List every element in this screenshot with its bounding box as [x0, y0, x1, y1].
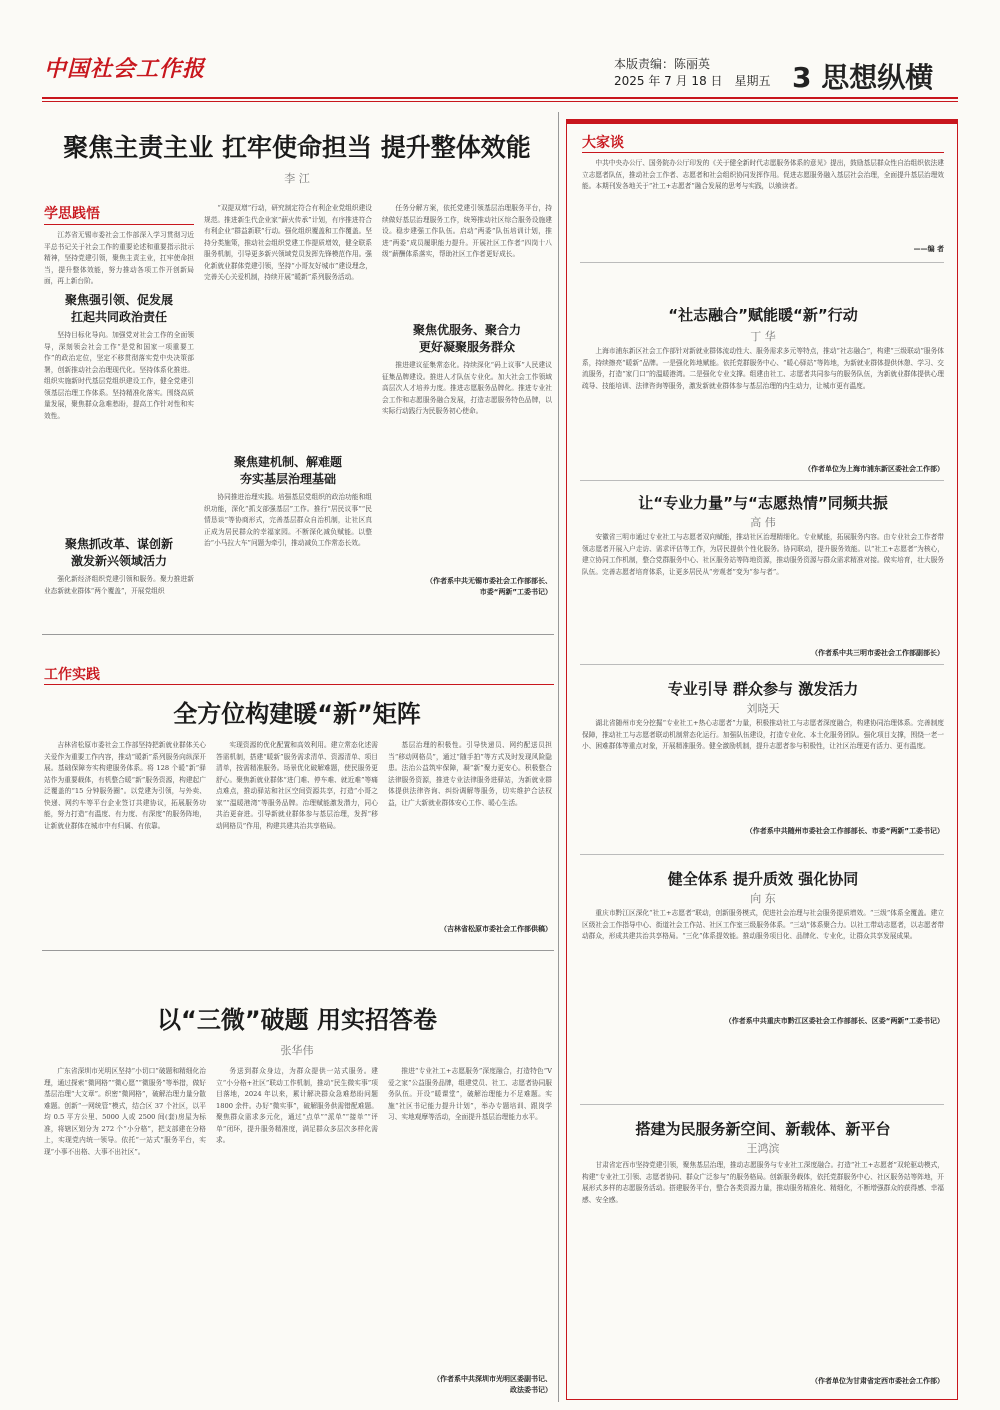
- forum-piece1-title: “社志融合”赋能暖“新”行动: [668, 306, 858, 324]
- article1-col1-body: 坚持目标化导向。加强党对社会工作的全面领导，深刻领会社会工作“是党和国家一项重要工作”的政治定位，坚定不移贯彻落实党中央决策部署，创新推动社会治理现代化。坚持体系化推进。组织实施新时代基层党组织建设工作，健全党建引领基层治理工作体系。坚持精准化落实。围绕高质量发展，聚焦群众急难愁盼，提高工作针对性和实效性。: [44, 331, 194, 420]
- forum-piece3-body: 湖北省随州市充分挖掘“专业社工+热心志愿者”力量，积极推动社工与志愿者深度融合，构建协同治理体系。完善制度保障，推动社工与志愿者联动机制常态化运行。加强队伍建设，打造专业化、本土化服务团队。强化项目支撑，围绕一老一小、困难群体等重点对象，开展精准服务。健全激励机制，提升志愿者参与积极性，让社区治理更有活力、更有温度。: [582, 719, 944, 750]
- forum-separator: [580, 854, 944, 855]
- forum-piece2-body: 安徽省三明市通过专业社工与志愿者双向赋能，推动社区治理精细化。专业赋能，拓展服务内容。由专业社会工作者带领志愿者开展入户走访、需求评估等工作，为居民提供个性化服务。协同联动，提升服务效能。以“社工+志愿者”为核心，建立协同工作机制，整合党群服务中心、社区服务站等阵地资源，推动服务资源与群众需求精准对接。做实培育，壮大服务队伍。完善志愿者培育体系，让更多居民从“旁观者”变为“参与者”。: [582, 533, 944, 576]
- forum-piece1-author: 丁 华: [750, 330, 776, 343]
- article1-col2-tail: 协同推进治理实践。培强基层党组织的政治功能和组织功能，深化“抓支部强基层”工作。推行“居民议事”“民情恳谈”等协商形式，完善基层群众自治机制，让社区真正成为居民群众的幸福家园。不断深化减负赋能。以整治“小马拉大车”问题为牵引，推动减负工作常态长效。: [204, 493, 372, 547]
- forum-label: 大家谈: [582, 135, 624, 151]
- forum-piece1-body: 上海市浦东新区社会工作部针对新就业群体流动性大、服务需求多元等特点，推动“社志融合”，构建“三级联动”服务体系，持续擦亮“暖新”品牌。一是强化阵地赋能。依托党群服务中心、“暖心驿站”等阵地，为新就业群体提供休憩、学习、交流服务，打造“家门口”的温暖港湾。二是强化专业支撑。组建由社工、志愿者共同参与的服务队伍，为新就业群体提供心理疏导、技能培训、法律咨询等服务，激发新就业群体参与基层治理的内生动力，让城市更有温度。: [582, 347, 944, 390]
- forum-piece4-author: 向 东: [750, 892, 776, 905]
- article1-subhead-1: 聚焦强引领、促发展 扛起共同政治责任: [64, 293, 173, 324]
- section-divider: [42, 950, 554, 951]
- forum-separator: [580, 1104, 944, 1105]
- article1-credit: （作者系中共无锡市委社会工作部部长、 市委“两新”工委书记）: [426, 577, 552, 596]
- forum-piece4-title: 健全体系 提升质效 强化协同: [667, 870, 859, 888]
- forum-piece3-title: 专业引导 群众参与 激发活力: [667, 680, 859, 698]
- newspaper-logo: 中国社会工作报: [44, 56, 206, 82]
- article2-credit: （吉林省松原市委社会工作部供稿）: [440, 925, 552, 933]
- article1-author: 李 江: [284, 172, 310, 185]
- article1-lead: 江苏省无锡市委社会工作部深入学习贯彻习近平总书记关于社会工作的重要论述和重要指示批示精神，坚持党建引领，聚焦主责主业，扛牢使命担当，提升整体效能，努力推动各项工作开创新局面，再上新台阶。: [44, 231, 194, 285]
- article2-section-label: 工作实践: [44, 667, 100, 683]
- article2-col2: 实现资源的优化配置和高效利用。建立常态化述需答需机制，搭建“暖新”服务需求清单、资源清单、项目清单，按需精准服务。场景优化破解难题，使民服务更舒心。聚焦新就业群体“进门难、停车难、就近难”等痛点难点，推动驿站和社区空间资源共享，打造“小哥之家”“温暖港湾”等服务品牌。治理赋能激发潜力，同心共治更奋进。引导新就业群体参与基层治理，发挥“移动网格员”作用，构建共建共治共享格局。: [216, 741, 378, 830]
- article1-headline: 聚焦主责主业 扛牢使命担当 提升整体效能: [63, 133, 531, 162]
- article3-author: 张华伟: [280, 1044, 314, 1057]
- article2-col3: 基层治理的积极性。引导快递员、网约配送员担当“移动网格员”，通过“随手拍”等方式及时发现风险隐患。法治公益筑牢保障，凝“新”聚力更安心。积极整合法律服务资源，推进专业法律服务进驿站，为新就业群体提供法律咨询、纠纷调解等服务，切实维护合法权益，让广大新就业群体安心工作、暖心生活。: [388, 741, 552, 807]
- masthead-divider: [42, 97, 958, 99]
- article1-col2-body: “双提双增”行动，研究制定符合有利企业党组织建设规范。推进新生代企业家“薪火传承”计划，有序推进符合有利企业“群益新联”行动。强化组织覆盖和工作覆盖。坚持分类施策，推动社会组织党建工作提质增效，健全联系服务机制，引导更多新兴领域党员发挥先锋模范作用。强化新就业群体党建引领，坚持“小哥友好城市”建设理念，完善关心关爱机制，持续开展“暖新”系列服务活动。: [204, 204, 372, 281]
- page-title: 3 思想纵横: [792, 61, 934, 94]
- forum-intro: 中共中央办公厅、国务院办公厅印发的《关于健全新时代志愿服务体系的意见》提出，鼓励基层群众性自治组织依法建立志愿者队伍，推动社会工作者、志愿者和社会组织协同发挥作用。促进志愿服务融入基层社会治理，全面提升基层治理效能。本期刊发各地关于“社工+志愿者”融合发展的思考与实践，以飨读者。: [582, 159, 944, 190]
- forum-piece5-author: 王鸿滨: [746, 1142, 780, 1155]
- date-line: 2025 年 7 月 18 日 星期五: [614, 74, 771, 88]
- article1-col3-body: 任务分解方案，依托党建引领基层治理服务平台，持续做好基层治理服务工作，统筹推动社区综合服务设施建设。稳步建强工作队伍。启动“两委”队伍培训计划，推进“两委”成员履职能力提升。开展社区工作者“四岗十八级”薪酬体系落实，帮助社区工作者更好成长。: [382, 204, 552, 258]
- masthead-divider-thin: [42, 101, 958, 102]
- article3-col3: 推进“专业社工+志愿服务”深度融合，打造特色“V爱之家”公益服务品牌，组建党员、社工、志愿者协同服务队伍。开设“暖课堂”，破解治理能力不足难题。实施“社区书记能力提升计划”，举办专题培训、跟岗学习、实地观摩等活动，全面提升基层治理能力水平。: [388, 1067, 552, 1121]
- forum-piece4-body: 重庆市黔江区深化“社工+志愿者”联动，创新服务模式，促进社会治理与社会服务提质增效。“三级”体系全覆盖。建立区级社会工作指导中心、街道社会工作站、社区工作室三级服务体系。“三动”体系聚合力。以社工带动志愿者，以志愿者带动群众，形成共建共治共享格局。“三化”体系提效能。推动服务项目化、品牌化、专业化，让群众共享发展成果。: [582, 909, 944, 940]
- article1-col3-tail: 推进建议征集常态化。持续深化“码上议事”人民建议征集品牌建设。推进人才队伍专业化。加大社会工作领域高层次人才培养力度。推进志愿服务品牌化。推进专业社会工作和志愿服务融合发展，打造志愿服务特色品牌，以实际行动践行为民服务初心使命。: [382, 361, 552, 415]
- forum-separator: [580, 480, 944, 481]
- article1-col1-tail: 强化新经济组织党建引领和服务。聚力推进新业态新就业群体“两个覆盖”，开展党组织: [44, 575, 194, 595]
- masthead: [0, 0, 1000, 108]
- forum-piece3-author: 刘晓天: [746, 702, 780, 715]
- forum-piece2-title: 让“专业力量”与“志愿热情”同频共振: [638, 494, 888, 512]
- editor-line: 本版责编：陈丽英: [614, 57, 711, 71]
- article3-credit: （作者系中共深圳市光明区委副书记、 政法委书记）: [433, 1375, 552, 1394]
- section-divider: [42, 634, 554, 635]
- forum-frame-top: [566, 119, 958, 124]
- dateline: [614, 56, 771, 90]
- forum-separator: [580, 262, 944, 263]
- article1-section-label: 学思践悟: [44, 206, 100, 222]
- article1-subhead-3: 聚焦建机制、解难题 夯实基层治理基础: [233, 455, 342, 486]
- forum-piece3-credit: （作者系中共随州市委社会工作部部长、市委“两新”工委书记）: [745, 827, 944, 835]
- forum-piece1-credit: （作者单位为上海市浦东新区委社会工作部）: [804, 465, 944, 473]
- article3-col2: 务送到群众身边，为群众提供一站式服务。建立“小分格+社区”联动工作机制，推动“民生微实事”项目落地，2024 年以来，累计解决群众急难愁盼问题 1800 余件。办好“微实事”，破解服务供需错配难题。聚焦群众需求多元化，通过“点单”“派单”“接单”“评单”闭环，提升服务精准度，满足群众多层次多样化需求。: [216, 1067, 378, 1144]
- article3-headline: 以“三微”破题 用实招答卷: [157, 1006, 437, 1034]
- forum-piece4-credit: （作者系中共重庆市黔江区委社会工作部部长、区委“两新”工委书记）: [724, 1017, 944, 1025]
- forum-separator: [580, 664, 944, 665]
- section-label-underline: [44, 684, 554, 685]
- section-label-underline: [44, 224, 194, 225]
- forum-editor-note: ——编 者: [913, 245, 944, 253]
- forum-piece5-credit: （作者单位为甘肃省定西市委社会工作部）: [811, 1377, 944, 1385]
- article2-headline: 全方位构建暖“新”矩阵: [173, 700, 421, 728]
- article1-subhead-2: 聚焦抓改革、谋创新 激发新兴领域活力: [64, 537, 173, 568]
- article2-col1: 吉林省松原市委社会工作部坚持把新就业群体关心关爱作为重要工作内容，推动“暖新”系列服务向纵深开展。基础保障夯实构建服务体系。将 128 个暖“新”驿站作为重要载体，有机整合暖“新”服务资源，构建起广泛覆盖的“15 分钟服务圈”。以党建为引领，与外卖、快递、网约车等平台企业签订共建协议，拓展服务功能，努力打造“有温度、有力度、有深度”的服务阵地，让新就业群体在城市中有归属、有依靠。: [44, 741, 206, 830]
- article1-subhead-4: 聚焦优服务、聚合力 更好凝聚服务群众: [412, 323, 521, 354]
- forum-label-underline: [582, 152, 944, 153]
- forum-piece5-title: 搭建为民服务新空间、新载体、新平台: [635, 1120, 891, 1138]
- article3-col1: 广东省深圳市光明区坚持“小切口”破题和精细化治理，通过探索“微网格”“微心愿”“微服务”等举措，做好基层治理“大文章”。织密“微网格”，破解治理力量分散难题。创新“一网统管”模式，结合区 37 个社区，以平均 0.5 平方公里、5000 人或 2500 间(套)房屋为标准，将辖区划分为 272 个“小分格”，把支部建在分格上，实现党内统一领导。依托“一站式”服务平台，实现“小事不出格、大事不出社区”。: [44, 1067, 206, 1156]
- forum-piece2-credit: （作者系中共三明市委社会工作部副部长）: [811, 649, 944, 657]
- forum-piece5-body: 甘肃省定西市坚持党建引领，聚焦基层治理，推动志愿服务与专业社工深度融合。打造“社工+志愿者”双轮驱动模式，构建“专业社工引领、志愿者协同、群众广泛参与”的服务格局。创新服务载体，依托党群服务中心、社区服务站等阵地，开展形式多样的志愿服务活动。搭建服务平台，整合各类资源力量，推动服务精准化、精细化，不断增强群众的获得感、幸福感、安全感。: [582, 1161, 944, 1204]
- column-divider: [558, 112, 559, 1402]
- forum-piece2-author: 高 伟: [750, 516, 776, 529]
